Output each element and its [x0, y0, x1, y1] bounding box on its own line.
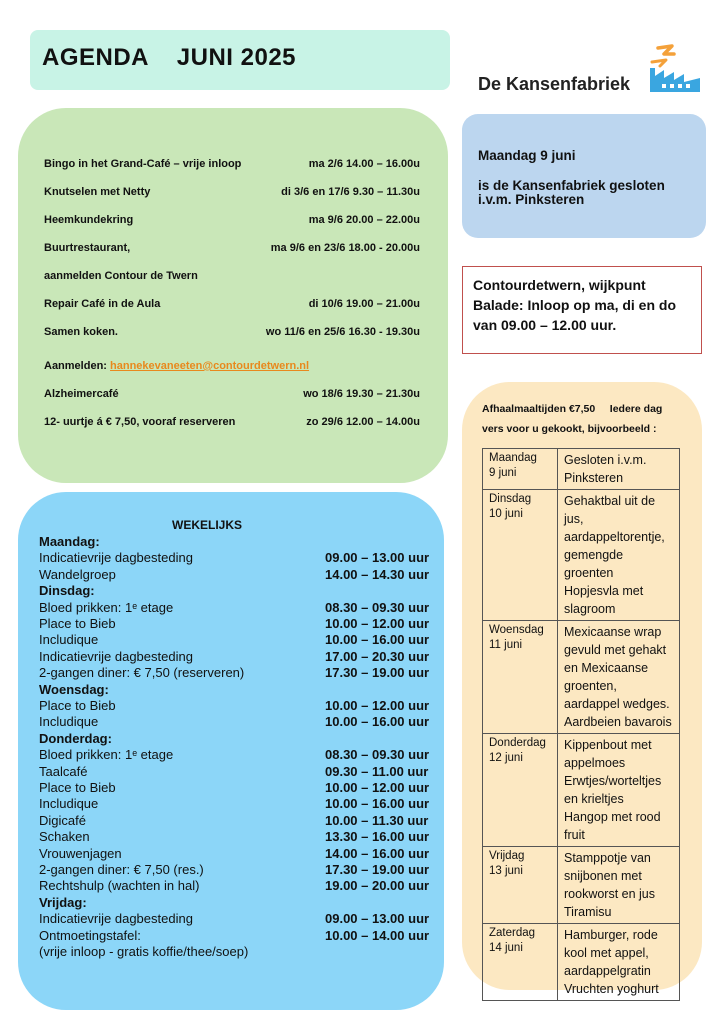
weekly-item-time: 17.00 – 20.30 uur [325, 648, 430, 664]
contour-notice [462, 266, 702, 354]
weekly-item [39, 829, 430, 845]
weekday-heading [39, 583, 95, 599]
meal-menu: Gesloten i.v.m. Pinksteren [558, 449, 680, 490]
meals-heading: Afhaalmaaltijden €7,50 Iedere dag vers voor u gekookt, bijvoorbeeld : [482, 403, 663, 435]
weekly-item-time: 10.00 – 16.00 uur [325, 796, 430, 812]
weekly-item-time: 17.30 – 19.00 uur [325, 665, 430, 681]
weekly-item-time: 09.00 – 13.00 uur [325, 550, 430, 566]
agenda-item [44, 270, 420, 284]
weekly-item-label: Donderdag: [39, 730, 112, 746]
meal-row [483, 490, 680, 621]
weekly-item-label: Place to Bieb [39, 780, 116, 795]
weekly-item-label: 2-gangen diner: € 7,50 (res.) [39, 862, 204, 877]
meal-day: Dinsdag 10 juni [483, 490, 558, 621]
weekly-item-label: Includique [39, 796, 99, 812]
logo-text: De Kansenfabriek [478, 74, 631, 94]
weekly-item [39, 714, 430, 730]
agenda-item-label: Buurtrestaurant, [44, 242, 131, 254]
weekly-item-label: Vrouwenjagen [39, 845, 122, 861]
meal-row [483, 924, 680, 1001]
agenda-item-label: Bingo in het Grand-Café – vrije inloop [44, 158, 242, 170]
agenda-item-time: di 10/6 19.00 – 21.00u [308, 298, 420, 310]
weekly-item-label: Schaken [39, 829, 90, 845]
weekly-item-label: Includique [39, 714, 99, 730]
weekly-item-label: Indicatievrije dagbesteding [39, 648, 193, 664]
weekly-item-label: (vrije inloop - gratis koffie/thee/soep) [39, 944, 249, 959]
agenda-item [44, 388, 420, 402]
weekly-item [39, 944, 248, 960]
weekly-item-label: Bloed prikken: 1ᵉ etage [39, 599, 174, 615]
meals-panel [462, 382, 702, 996]
weekday-heading [39, 534, 100, 550]
weekly-item [39, 665, 430, 681]
factory-logo-icon [644, 42, 706, 94]
weekly-item-time: 10.00 – 12.00 uur [325, 698, 430, 713]
weekly-item-label: Taalcafé [39, 763, 88, 779]
agenda-item-time: ma 9/6 20.00 – 22.00u [308, 214, 420, 226]
agenda-item-time: wo 18/6 19.30 – 21.30u [303, 388, 420, 400]
weekly-item [39, 599, 430, 616]
notice-reason: i.v.m. Pinksteren [478, 192, 585, 207]
agenda-item-time: wo 11/6 en 25/6 16.30 - 19.30u [265, 326, 420, 338]
meal-row [483, 449, 680, 490]
weekly-item-label: Dinsdag: [39, 583, 95, 599]
weekly-item-time: 17.30 – 19.00 uur [325, 862, 430, 877]
agenda-item-label: Samen koken. [44, 326, 118, 338]
contour-text: Contourdetwern, wijkpunt Balade: Inloop op ma, di en do van 09.00 – 12.00 uur. [473, 277, 677, 333]
agenda-item [44, 298, 420, 312]
weekly-item [39, 698, 430, 714]
agenda-item-label: 12- uurtje á € 7,50, vooraf reserveren [44, 416, 236, 428]
weekly-item-label: Place to Bieb [39, 616, 116, 631]
weekly-item [39, 616, 430, 632]
weekly-item [39, 812, 429, 829]
weekly-item [39, 911, 430, 927]
agenda-item-label: Knutselen met Netty [44, 186, 151, 198]
weekly-item [39, 927, 430, 944]
weekday-heading [39, 682, 109, 698]
weekly-item-time: 19.00 – 20.00 uur [325, 878, 430, 894]
meal-menu: Gehaktbal uit de jus, aardappeltorentje, gemengde groenten Hopjesvla met slagroom [558, 490, 680, 621]
agenda-item-label: Repair Café in de Aula [44, 298, 161, 310]
weekly-item-time: 10.00 – 16.00 uur [325, 714, 430, 730]
weekly-item-time: 13.30 – 16.00 uur [325, 829, 430, 845]
meal-menu: Hamburger, rode kool met appel, aardappelgratin Vruchten yoghurt [558, 924, 680, 1001]
meal-row [483, 847, 680, 924]
weekly-item [39, 878, 430, 894]
meal-row [483, 621, 680, 734]
weekly-item-label: Vrijdag: [39, 894, 87, 910]
closure-notice [462, 114, 706, 238]
weekly-item [39, 632, 430, 648]
weekly-item-time: 08.30 – 09.30 uur [325, 599, 430, 615]
weekly-item [39, 648, 430, 665]
notice-date: Maandag 9 juni [478, 148, 576, 163]
meals-table [482, 448, 680, 1001]
meal-menu: Kippenbout met appelmoes Erwtjes/worteltjes en krieltjes Hangop met rood fruit [558, 734, 680, 847]
notice-line: is de Kansenfabriek gesloten [478, 178, 665, 193]
agenda-item-time: zo 29/6 12.00 – 14.00u [306, 416, 420, 428]
weekly-item [39, 862, 430, 878]
meal-day: Vrijdag 13 juni [483, 847, 558, 924]
weekly-item-label: Ontmoetingstafel: [39, 927, 141, 943]
weekly-item-time: 10.00 – 11.30 uur [325, 812, 429, 828]
agenda-item [44, 242, 420, 256]
weekday-heading [39, 895, 87, 911]
aanmelden-row [44, 360, 420, 374]
title-banner [30, 30, 450, 90]
weekly-item-label: Place to Bieb [39, 698, 116, 713]
weekly-item [39, 550, 430, 566]
aanmelden-label: Aanmelden: [44, 360, 107, 372]
weekly-item-time: 09.30 – 11.00 uur [325, 763, 429, 779]
meal-menu: Mexicaanse wrap gevuld met gehakt en Mexicaanse groenten, aardappel wedges. Aardbeien bavarois [558, 621, 680, 734]
meal-day: Donderdag 12 juni [483, 734, 558, 847]
agenda-item [44, 416, 420, 430]
agenda-item-label: Alzheimercafé [44, 388, 119, 400]
weekly-item-label: Maandag: [39, 534, 100, 549]
agenda-item [44, 186, 420, 200]
weekly-item [39, 780, 430, 796]
weekly-item [39, 566, 430, 583]
meal-row [483, 734, 680, 847]
weekly-item [39, 796, 430, 812]
meal-day: Zaterdag 14 juni [483, 924, 558, 1001]
email-link[interactable]: hannekevaneeten@contourdetwern.nl [110, 360, 310, 372]
weekly-item-time: 10.00 – 12.00 uur [325, 780, 430, 795]
agenda-item-label: Heemkundekring [44, 214, 134, 226]
agenda-item [44, 214, 420, 228]
weekly-item-label: Indicatievrije dagbesteding [39, 550, 193, 566]
weekly-item-label: Indicatievrije dagbesteding [39, 911, 193, 927]
meal-menu: Stamppotje van snijbonen met rookworst en jus Tiramisu [558, 847, 680, 924]
weekly-item-label: Bloed prikken: 1ᵉ etage [39, 747, 174, 763]
agenda-item-time: ma 9/6 en 23/6 18.00 - 20.00u [270, 242, 420, 254]
weekly-item-label: 2-gangen diner: € 7,50 (reserveren) [39, 665, 245, 681]
page-title: AGENDA JUNI 2025 [42, 44, 297, 71]
weekly-item-time: 08.30 – 09.30 uur [325, 747, 430, 763]
agenda-panel [18, 108, 448, 483]
weekly-item-label: Woensdag: [39, 681, 109, 697]
kansenfabriek-logo [478, 42, 708, 98]
agenda-item [44, 326, 420, 340]
weekly-item-label: Wandelgroep [39, 566, 116, 582]
agenda-item [44, 158, 420, 172]
weekly-item-time: 10.00 – 12.00 uur [325, 616, 430, 631]
weekly-item [39, 763, 429, 780]
weekly-item-label: Includique [39, 632, 99, 648]
weekly-item [39, 747, 430, 763]
weekly-item-label: Rechtshulp (wachten in hal) [39, 878, 200, 894]
weekly-item-time: 10.00 – 16.00 uur [325, 632, 430, 648]
weekly-item-time: 14.00 – 16.00 uur [325, 845, 430, 861]
agenda-item-time: di 3/6 en 17/6 9.30 – 11.30u [281, 186, 420, 198]
weekly-item [39, 845, 430, 862]
meal-day: Maandag 9 juni [483, 449, 558, 490]
weekly-panel [18, 492, 444, 1010]
weekly-item-time: 14.00 – 14.30 uur [325, 566, 430, 582]
weekly-item-time: 09.00 – 13.00 uur [325, 911, 430, 927]
meal-day: Woensdag 11 juni [483, 621, 558, 734]
agenda-item-label: aanmelden Contour de Twern [44, 270, 198, 282]
weekly-item-time: 10.00 – 14.00 uur [325, 927, 430, 943]
agenda-item-time: ma 2/6 14.00 – 16.00u [308, 158, 420, 170]
weekly-heading: WEKELIJKS [172, 518, 243, 532]
weekday-heading [39, 731, 112, 747]
weekly-item-label: Digicafé [39, 812, 86, 828]
